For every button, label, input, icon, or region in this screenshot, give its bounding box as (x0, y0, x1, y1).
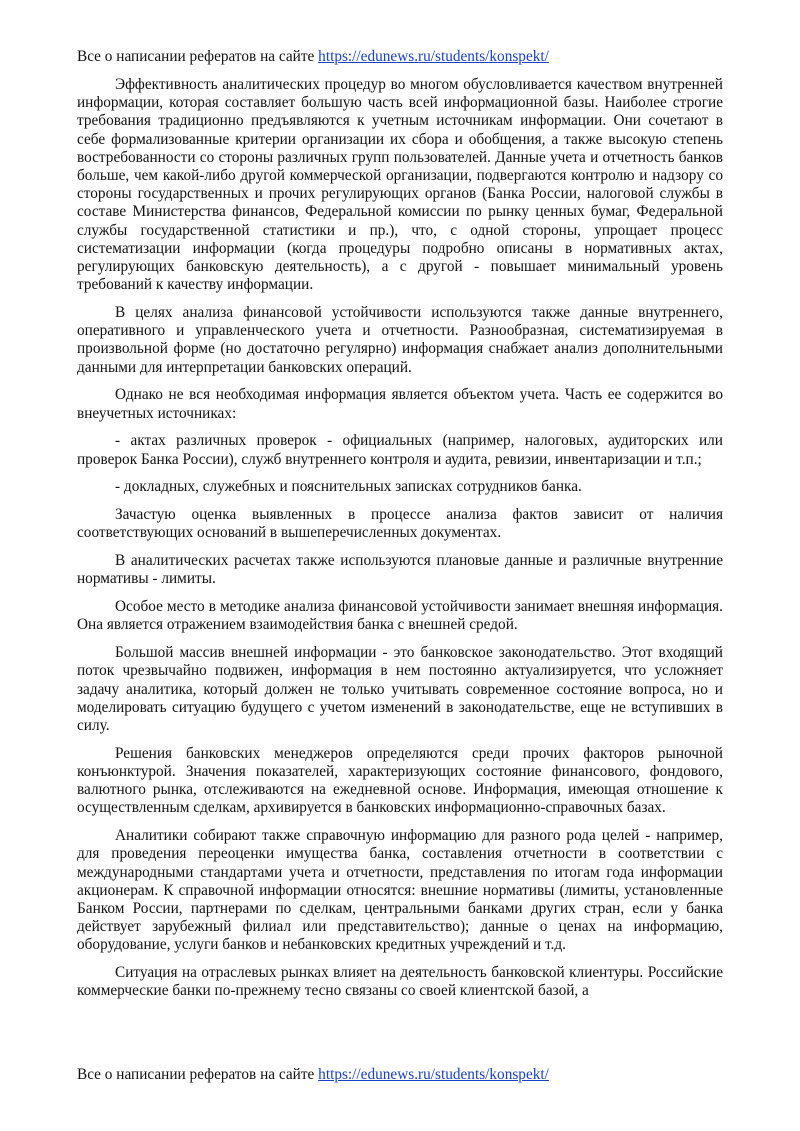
paragraph: Ситуация на отраслевых рынках влияет на деятельность банковской клиентуры. Российские коммерческие банки по-прежнему тесно связаны со своей клиентской базой, а (77, 964, 723, 1000)
list-paragraph: - докладных, служебных и пояснительных записках сотрудников банка. (115, 478, 582, 496)
footer-text: Все о написании рефератов на сайте (77, 1066, 319, 1083)
paragraph: Особое место в методике анализа финансовой устойчивости занимает внешняя информация. Она является отражением взаимодействия банка с внешней средой. (77, 598, 723, 634)
paragraph: Аналитики собирают также справочную информацию для разного рода целей - например, для проведения переоценки имущества банка, составления отчетности в соответствии с международными стандартами учета и отчетности, представления по итогам года информации акционерам. К справочной информации относятся: внешние нормативы (лимиты, установленные Банком России, партнерами по сделкам, центральными банками других стран, если у банка действует зарубежный филиал или представительство); данные о ценах на информацию, оборудование, услуги банков и небанковских кредитных учреждений и т.д. (77, 827, 723, 954)
document-body (77, 76, 723, 1056)
header-text: Все о написании рефератов на сайте (77, 48, 319, 65)
footer-link[interactable]: https://edunews.ru/students/konspekt/ (318, 1066, 549, 1083)
paragraph: Большой массив внешней информации - это банковское законодательство. Этот входящий поток чрезвычайно подвижен, информация в нем постоянно актуализируется, что усложняет задачу аналитика, который должен не только учитывать современное состояние вопроса, но и моделировать ситуацию будущего с учетом изменений в законодательстве, еще не вступивших в силу. (77, 644, 723, 735)
paragraph: Решения банковских менеджеров определяются среди прочих факторов рыночной конъюнктурой. Значения показателей, характеризующих состояние финансового, фондового, валютного рынка, отслеживаются на ежедневной основе. Информация, имеющая отношение к осуществленным сделкам, архивируется в банковских информационно-справочных базах. (77, 744, 723, 817)
header-link[interactable]: https://edunews.ru/students/konspekt/ (318, 48, 549, 65)
paragraph: В целях анализа финансовой устойчивости используются также данные внутреннего, оперативного и управленческого учета и отчетности. Разнообразная, систематизируемая в произвольной форме (но достаточно регулярно) информация снабжает анализ дополнительными данными для интерпретации банковских операций. (77, 304, 723, 376)
page-header (77, 48, 549, 66)
paragraph: Зачастую оценка выявленных в процессе анализа фактов зависит от наличия соответствующих оснований в вышеперечисленных документах. (77, 506, 723, 542)
paragraph: Однако не вся необходимая информация является объектом учета. Часть ее содержится во внеучетных источниках: (77, 386, 723, 422)
list-paragraph: - актах различных проверок - официальных (например, налоговых, аудиторских или проверок Банка России), служб внутреннего контроля и аудита, ревизии, инвентаризации и т.п.; (77, 432, 723, 468)
page-footer (77, 1066, 549, 1084)
paragraph: Эффективность аналитических процедур во многом обусловливается качеством внутренней информации, которая составляет большую часть всей информационной базы. Наиболее строгие требования традиционно предъявляются к учетным источникам информации. Они сочетают в себе формализованные критерии организации их сбора и обобщения, а также высокую степень востребованности со стороны различных групп пользователей. Данные учета и отчетность банков больше, чем какой-либо другой коммерческой организации, подвергаются контролю и надзору со стороны государственных и прочих регулирующих органов (Банка России, налоговой службы в составе Министерства финансов, Федеральной комиссии по рынку ценных бумаг, Федеральной службы государственной статистики и пр.), что, с одной стороны, упрощает процесс систематизации информации (когда процедуры подробно описаны в нормативных актах, регулирующих банковскую деятельность), а с другой - повышает минимальный уровень требований к качеству информации. (77, 76, 723, 294)
paragraph: В аналитических расчетах также используются плановые данные и различные внутренние нормативы - лимиты. (77, 552, 723, 588)
